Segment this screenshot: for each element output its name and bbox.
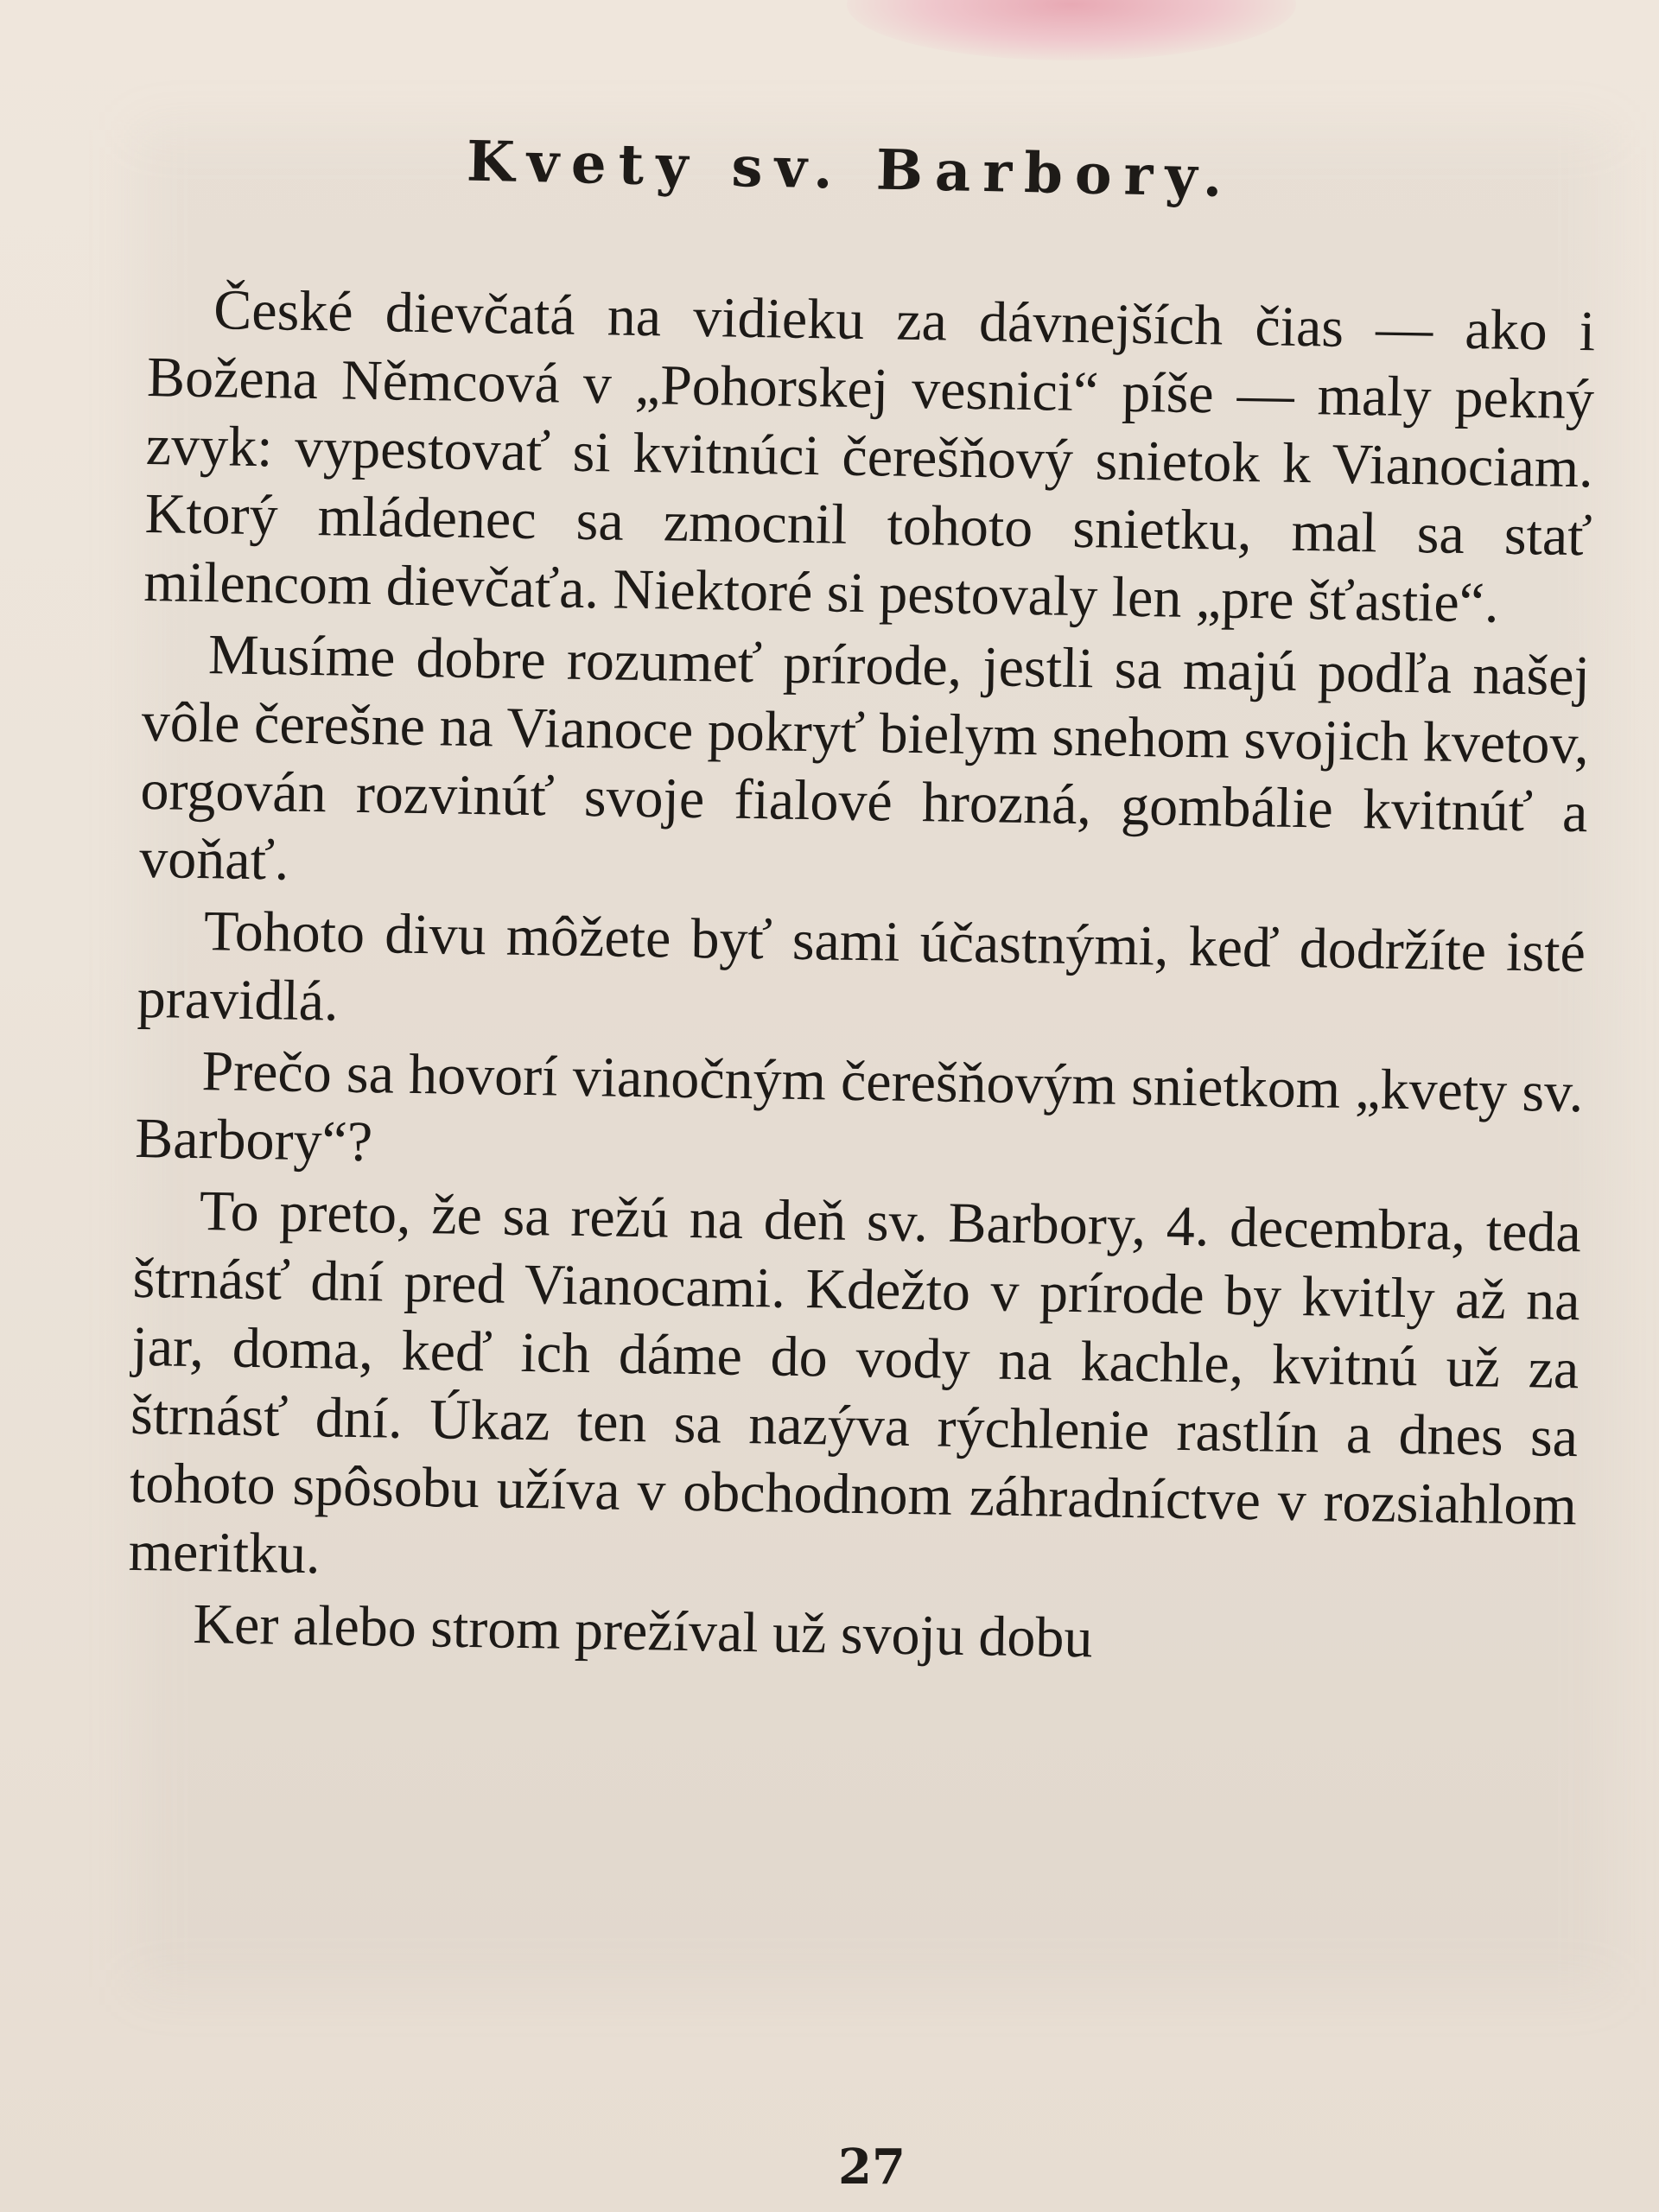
paragraph: České dievčatá na vidieku za dávnejších čias — ako i Božena Němcová v „Pohorskej vesnici“ píše — maly pekný zvyk: vypestovať si kvitnúci čerešňový snietok k Vianociam. Ktorý mládenec sa zmocnil tohoto snietku, mal sa stať milencom dievčaťa. Niektoré si pestovaly len „pre šťastie“. bbox=[143, 278, 1596, 635]
paragraph: Tohoto divu môžete byť sami účastnými, keď dodržíte isté pravidlá. bbox=[137, 899, 1586, 1033]
paragraph: Musíme dobre rozumeť prírode, jestli sa majú podľa našej vôle čerešne na Vianoce pokryť bielym snehom svojich kvetov, orgován rozvinúť svoje fialové hrozná, gombálie kvitnúť a voňať. bbox=[138, 623, 1591, 893]
paragraph: Prečo sa hovorí vianočným čerešňovým snietkom „kvety sv. Barbory“? bbox=[134, 1039, 1584, 1174]
paragraph: Ker alebo strom prežíval už svoju dobu bbox=[192, 1592, 1093, 1670]
paragraph: To preto, že sa režú na deň sv. Barbory, 4. decembra, teda štrnásť dní pred Vianocami. Kdežto v prírode by kvitly až na jar, doma, keď ich dáme do vody na kachle, kvitnú už za štrnásť dní. Úkaz ten sa nazýva rýchlenie rastlín a dnes sa tohoto spôsobu užíva v obchodnom záhradníctve v rozsiahlom meritku. bbox=[128, 1179, 1582, 1586]
chapter-title: Kvety sv. Barbory. bbox=[466, 129, 1236, 211]
page-number: 27 bbox=[838, 2139, 906, 2196]
body-text bbox=[127, 275, 1596, 1683]
finger-edge bbox=[847, 0, 1296, 60]
